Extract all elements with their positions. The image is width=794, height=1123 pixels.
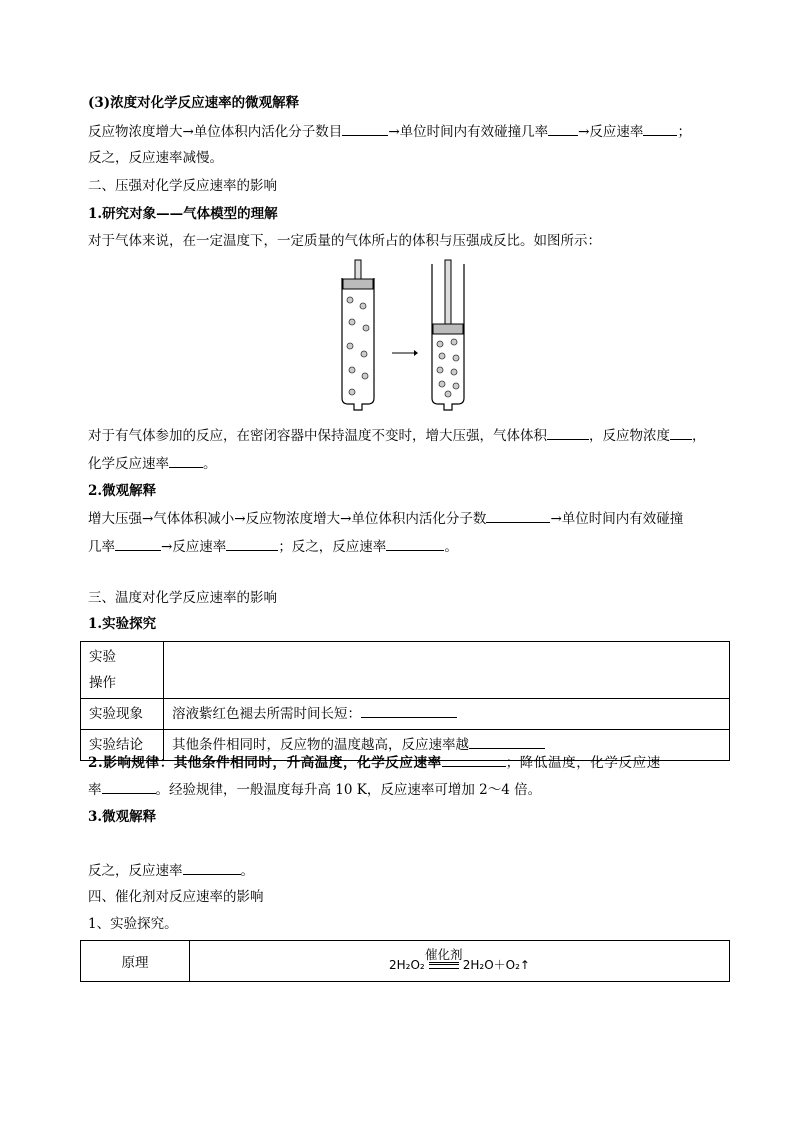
table-cell-operation[interactable] bbox=[164, 642, 730, 699]
equals-sign bbox=[424, 947, 463, 969]
text: ， bbox=[692, 428, 706, 444]
section-2-sub1: 1.研究对象——气体模型的理解 bbox=[88, 206, 278, 222]
text: 增大压强→气体体积减小→反应物浓度增大→单位体积内活化分子数 bbox=[88, 511, 487, 527]
pressure-micro-line2 bbox=[88, 537, 458, 556]
text: 。 bbox=[444, 539, 458, 555]
principle-label: 原理 bbox=[81, 941, 190, 982]
blank[interactable] bbox=[670, 426, 692, 440]
blank[interactable] bbox=[386, 537, 444, 551]
section-4-sub1: 1、实验探究。 bbox=[88, 916, 178, 932]
table-row bbox=[81, 642, 730, 699]
text: 对于有气体参加的反应，在密闭容器中保持温度不变时，增大压强，气体体积 bbox=[88, 428, 547, 444]
text: →单位时间内有效碰撞几率 bbox=[388, 124, 549, 140]
section-2-title: 二、压强对化学反应速率的影响 bbox=[88, 178, 277, 194]
text: 反应物浓度增大→单位体积内活化分子数目 bbox=[88, 124, 343, 140]
catalyst-label: 催化剂 bbox=[424, 947, 463, 962]
text: 几率 bbox=[88, 539, 115, 555]
experiment-table bbox=[80, 641, 730, 761]
table-cell-label: 实验结论 bbox=[81, 730, 164, 761]
cylinder-before bbox=[342, 260, 374, 410]
text: 。 bbox=[240, 863, 254, 879]
text: →反应速率 bbox=[161, 539, 227, 555]
blank[interactable] bbox=[442, 753, 506, 767]
cylinder-after bbox=[432, 260, 464, 410]
table-row bbox=[81, 699, 730, 730]
pressure-question-line1 bbox=[88, 426, 706, 445]
blank[interactable] bbox=[361, 704, 457, 718]
blank[interactable] bbox=[102, 780, 156, 794]
temperature-reverse-line bbox=[88, 861, 254, 880]
blank[interactable] bbox=[469, 735, 545, 749]
blank[interactable] bbox=[643, 122, 677, 136]
catalyst-table bbox=[80, 940, 730, 982]
temperature-rule-line2 bbox=[88, 780, 541, 799]
text: ； bbox=[677, 124, 691, 140]
text: 反之，反应速率 bbox=[88, 863, 183, 879]
blank[interactable] bbox=[547, 426, 589, 440]
table-row bbox=[81, 941, 730, 982]
section-3-sub1: 1.实验探究 bbox=[88, 616, 157, 632]
text: 2.影响规律：其他条件相同时，升高温度，化学反应速率 bbox=[88, 755, 442, 771]
text: 率 bbox=[88, 782, 102, 798]
section-4-title: 四、催化剂对反应速率的影响 bbox=[88, 889, 264, 905]
blank[interactable] bbox=[115, 537, 161, 551]
text: 化学反应速率 bbox=[88, 456, 169, 472]
pressure-question-line2 bbox=[88, 454, 217, 473]
products: 2H₂O＋O₂↑ bbox=[462, 958, 530, 972]
blank[interactable] bbox=[548, 122, 578, 136]
reverse-line: 反之，反应速率减慢。 bbox=[88, 150, 223, 166]
section-3-title: 三、温度对化学反应速率的影响 bbox=[88, 590, 277, 606]
table-cell-label: 实验 操作 bbox=[81, 642, 164, 699]
principle-equation bbox=[190, 941, 730, 982]
section-2-sub2: 2.微观解释 bbox=[88, 483, 157, 499]
blank[interactable] bbox=[226, 537, 278, 551]
table-cell-conclusion: 其他条件相同时，反应物的温度越高，反应速率越 bbox=[164, 730, 730, 761]
text: →单位时间内有效碰撞 bbox=[550, 511, 684, 527]
temperature-rule-line1 bbox=[88, 753, 661, 772]
text: →反应速率 bbox=[578, 124, 644, 140]
pressure-micro-line1 bbox=[88, 509, 683, 528]
table-cell-phenomenon: 溶液紫红色褪去所需时间长短： bbox=[164, 699, 730, 730]
blank[interactable] bbox=[169, 454, 203, 468]
section-3-sub3: 3.微观解释 bbox=[88, 809, 157, 825]
reactant: 2H₂O₂ bbox=[389, 958, 425, 972]
table-cell-label: 实验现象 bbox=[81, 699, 164, 730]
piston-diagram bbox=[330, 258, 480, 418]
text: ；降低温度，化学反应速 bbox=[505, 755, 661, 771]
blank[interactable] bbox=[342, 122, 388, 136]
text: 。 bbox=[203, 456, 217, 472]
gas-intro: 对于气体来说，在一定温度下，一定质量的气体所占的体积与压强成反比。如图所示： bbox=[88, 233, 601, 249]
blank[interactable] bbox=[486, 509, 550, 523]
text: 。经验规律，一般温度每升高 10 K，反应速率可增加 2～4 倍。 bbox=[155, 782, 542, 798]
text: ；反之，反应速率 bbox=[278, 539, 387, 555]
section-3-heading: (3)浓度对化学反应速率的微观解释 bbox=[88, 95, 300, 111]
blank[interactable] bbox=[183, 861, 241, 875]
text: ，反应物浓度 bbox=[589, 428, 670, 444]
concentration-explanation-line bbox=[88, 122, 691, 141]
